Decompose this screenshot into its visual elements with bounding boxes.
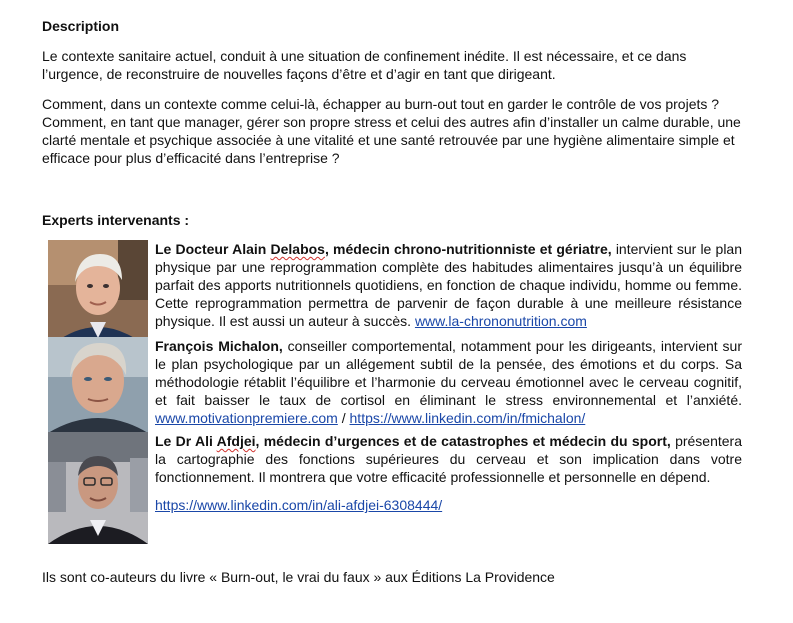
footer-note: Ils sont co-auteurs du livre « Burn-out, le vrai du faux » aux Éditions La Providence <box>42 569 555 585</box>
expert-photo-michalon <box>48 337 148 433</box>
link-motivationpremiere[interactable]: www.motivationpremiere.com <box>155 410 338 426</box>
expert-text-michalon: François Michalon, conseiller comportemental, notamment pour les dirigeants, intervient sur le plan psychologique par un allégement subtil de la pensée, des émotions et du corps. Sa méthodologie rétablit l’équilibre et l’harmonie du cerveau émotionnel avec le cerveau cognitif, et fait baisser le taux de cortisol en éliminant le stress environnemental et l’anxiété. www.motivationpremiere.com / https://www.linkedin.com/in/fmichalon/ <box>155 338 742 426</box>
expert-bio-afdjei: présentera la cartographie des fonctions supérieures du cerveau et son implication dans votre fonctionnement. Il montrera que votre efficacité professionnelle et personnelle en dépend. <box>155 433 742 485</box>
expert-name-delabos: Le Docteur Alain Delabos, médecin chrono-nutritionniste et gériatre, <box>155 241 612 257</box>
expert-photo-delabos <box>48 240 148 344</box>
description-paragraph-2: Comment, dans un contexte comme celui-là, échapper au burn-out tout en garder le contrôle de vos projets ? Comment, en tant que manager, gérer son propre stress et celui des autres afin d’installer un calme durable, une clarté mentale et psychique associée à une vitalité et une santé retrouvée par une hygiène alimentaire simple et efficace pour plus d’efficacité dans l’entreprise ? <box>42 96 741 166</box>
portrait-image <box>48 432 148 544</box>
expert-name-afdjei: Le Dr Ali Afdjei, médecin d’urgences et de catastrophes et médecin du sport, <box>155 433 671 449</box>
expert-text-afdjei <box>155 432 742 514</box>
description-heading: Description <box>42 18 120 34</box>
expert-photo-afdjei <box>48 432 148 544</box>
experts-heading: Experts intervenants : <box>42 212 190 228</box>
portrait-image <box>48 337 148 433</box>
expert-afdjei <box>48 432 742 544</box>
expert-michalon <box>48 337 742 433</box>
link-chrononutrition[interactable]: www.la-chrononutrition.com <box>414 313 587 329</box>
description-paragraph-1: Le contexte sanitaire actuel, conduit à une situation de confinement inédite. Il est nécessaire, et ce dans l’urgence, de reconstruire de nouvelles façons d’être et d’agir en tant que dirigeant. <box>42 48 687 82</box>
expert-bio-delabos: intervient sur le plan physique par une reprogrammation complète des habitudes alimentaires jusqu’à un équilibre parfait des apports nutritionnels quotidiens, en fonction de chaque individu, homme ou femme. Cette reprogrammation permettra de parvenir de façon durable à une meilleure résistance physique. Il est aussi un auteur à succès. <box>155 241 742 329</box>
link-linkedin-afdjei[interactable]: https://www.linkedin.com/in/ali-afdjei-6308444/ <box>155 497 443 513</box>
portrait-image <box>48 240 148 344</box>
expert-delabos <box>48 240 742 340</box>
link-linkedin-fmichalon[interactable]: https://www.linkedin.com/in/fmichalon/ <box>349 410 586 426</box>
expert-name-michalon: François Michalon, <box>155 338 283 354</box>
expert-bio-michalon: conseiller comportemental, notamment pour les dirigeants, intervient sur le plan psychologique par un allégement subtil de la pensée, des émotions et du corps. Sa méthodologie rétablit l’équilibre et l’harmonie du cerveau émotionnel avec le cerveau cognitif, et fait baisser le taux de cortisol en éliminant le stress environnemental et l’anxiété. <box>155 338 742 408</box>
expert-text-delabos <box>155 240 742 330</box>
